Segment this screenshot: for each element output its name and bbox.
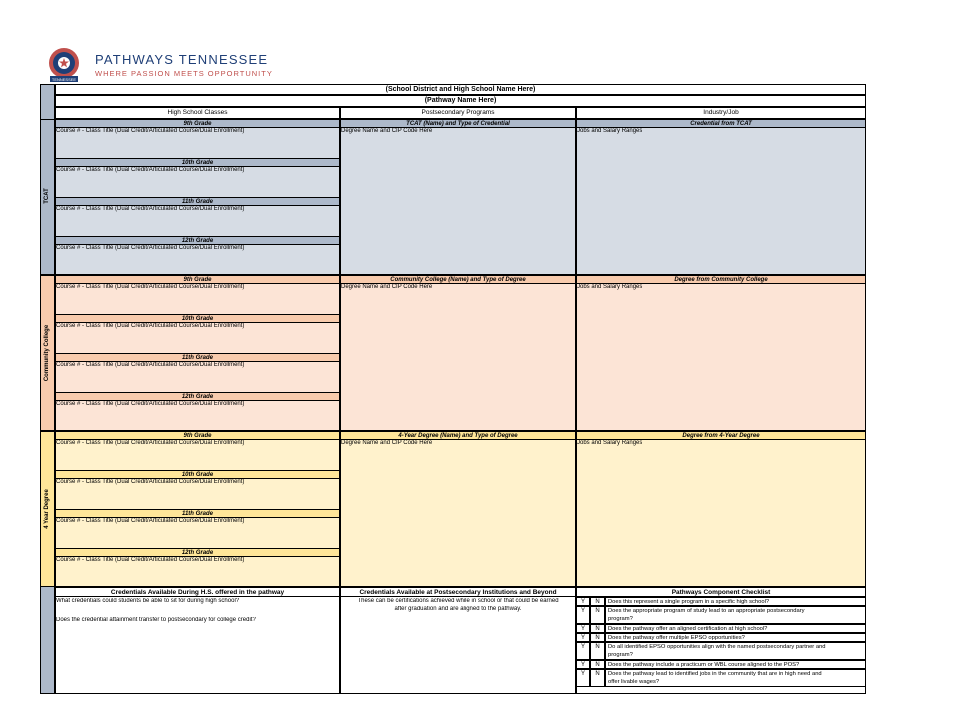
tcat-side-label: TCAT — [44, 188, 50, 204]
checklist-no-box[interactable]: N — [590, 642, 605, 660]
checklist-question-line1: Does the pathway offer an aligned certification at high school? — [608, 626, 768, 632]
pathway-name-header[interactable]: (Pathway Name Here) — [55, 95, 866, 107]
checklist-yes-box[interactable]: Y — [576, 633, 590, 642]
tcat-10th-course[interactable]: Course # - Class Title (Dual Credit/Articulated Course/Dual Enrollment) — [56, 167, 245, 173]
checklist-question-line1: Do all identified EPSO opportunities align with the named postsecondary partner and — [608, 644, 826, 650]
4y-12th-course[interactable]: Course # - Class Title (Dual Credit/Articulated Course/Dual Enrollment) — [56, 557, 245, 563]
checklist-row — [576, 597, 866, 606]
checklist-row — [576, 642, 866, 660]
checklist-row — [576, 669, 866, 687]
cred-post-line-1[interactable]: These can be certifications achieved while in school or that could be earned — [357, 598, 559, 604]
brand-title: PATHWAYS TENNESSEE — [95, 52, 269, 67]
checklist-no-box[interactable]: N — [590, 660, 605, 669]
4y-10th-grade-header: 10th Grade — [55, 470, 340, 479]
tcat-industry-header: Credential from TCAT — [576, 119, 866, 128]
tcat-9th-grade-header: 9th Grade — [55, 119, 340, 128]
4y-post-text[interactable]: Degree Name and CIP Code Here — [341, 440, 433, 446]
tcat-industry-column — [576, 119, 866, 275]
checklist-question — [605, 606, 866, 624]
cc-11th-course[interactable]: Course # - Class Title (Dual Credit/Articulated Course/Dual Enrollment) — [56, 362, 245, 368]
4y-industry-header: Degree from 4-Year Degree — [576, 431, 866, 440]
checklist-yes-box[interactable]: Y — [576, 669, 590, 687]
cc-post-column — [340, 275, 576, 431]
cred-post-header: Credentials Available at Postsecondary Institutions and Beyond — [340, 587, 576, 597]
cc-10th-course[interactable]: Course # - Class Title (Dual Credit/Articulated Course/Dual Enrollment) — [56, 323, 245, 329]
tcat-post-text[interactable]: Degree Name and CIP Code Here — [341, 128, 433, 134]
brand-tagline: WHERE PASSION MEETS OPPORTUNITY — [95, 69, 273, 78]
checklist-no-box[interactable]: N — [590, 633, 605, 642]
checklist-question-line2: program? — [608, 616, 633, 622]
column-header-industry-job: Industry/Job — [576, 107, 866, 119]
checklist-yes-box[interactable]: Y — [576, 660, 590, 669]
checklist-row — [576, 606, 866, 624]
cc-industry-text[interactable]: Jobs and Salary Ranges — [577, 284, 643, 290]
column-header-hs-classes: High School Classes — [55, 107, 340, 119]
tcat-post-column — [340, 119, 576, 275]
4y-side-label: 4 Year Degree — [44, 489, 50, 529]
4y-industry-column — [576, 431, 866, 587]
checklist-no-box[interactable]: N — [590, 606, 605, 624]
checklist-row — [576, 660, 866, 669]
tcat-12th-grade-header: 12th Grade — [55, 236, 340, 245]
cc-industry-header: Degree from Community College — [576, 275, 866, 284]
4y-9th-grade-header: 9th Grade — [55, 431, 340, 440]
cc-industry-column — [576, 275, 866, 431]
tcat-9th-course[interactable]: Course # - Class Title (Dual Credit/Articulated Course/Dual Enrollment) — [56, 128, 245, 134]
checklist-yes-box[interactable]: Y — [576, 642, 590, 660]
checklist-yes-box[interactable]: Y — [576, 597, 590, 606]
checklist-question — [605, 669, 866, 687]
checklist-yes-box[interactable]: Y — [576, 606, 590, 624]
4y-post-header: 4-Year Degree (Name) and Type of Degree — [340, 431, 576, 440]
cc-12th-course[interactable]: Course # - Class Title (Dual Credit/Articulated Course/Dual Enrollment) — [56, 401, 245, 407]
checklist-question-line1: Does the pathway include a practicum or WBL course aligned to the POS? — [608, 662, 800, 668]
checklist-question — [605, 597, 866, 606]
cc-9th-grade-header: 9th Grade — [55, 275, 340, 284]
cred-post-line-2[interactable]: after graduation and are aligned to the pathway. — [394, 606, 522, 612]
checklist-question — [605, 633, 866, 642]
tcat-11th-grade-header: 11th Grade — [55, 197, 340, 206]
cc-12th-grade-header: 12th Grade — [55, 392, 340, 401]
4y-11th-grade-header: 11th Grade — [55, 509, 340, 518]
checklist-question-line1: Does this represent a single program in a specific high school? — [608, 599, 770, 605]
tcat-11th-course[interactable]: Course # - Class Title (Dual Credit/Articulated Course/Dual Enrollment) — [56, 206, 245, 212]
checklist-question-line2: program? — [608, 652, 633, 658]
cred-hs-question-2[interactable]: Does the credential attainment transfer to postsecondary for college credit? — [56, 617, 256, 623]
checklist-yes-box[interactable]: Y — [576, 624, 590, 633]
4y-post-column — [340, 431, 576, 587]
cred-hs-question-1[interactable]: What credentials could students be able to sit for during high school? — [56, 598, 240, 604]
checklist-question-line1: Does the appropriate program of study lead to an appropriate postsecondary — [608, 608, 805, 614]
tcat-post-header: TCAT (Name) and Type of Credential — [340, 119, 576, 128]
checklist-no-box[interactable]: N — [590, 624, 605, 633]
seal-text: TENNESSEE — [51, 77, 77, 82]
pathways-tennessee-seal-logo — [44, 46, 88, 84]
checklist-question — [605, 642, 866, 660]
tcat-industry-text[interactable]: Jobs and Salary Ranges — [577, 128, 643, 134]
cc-side-label: Community College — [44, 324, 50, 382]
school-name-header[interactable]: (School District and High School Name Here) — [55, 84, 866, 95]
checklist-row — [576, 624, 866, 633]
checklist-question — [605, 624, 866, 633]
checklist-no-box[interactable]: N — [590, 597, 605, 606]
cred-hs-header: Credentials Available During H.S. offered in the pathway — [55, 587, 340, 597]
4y-10th-course[interactable]: Course # - Class Title (Dual Credit/Articulated Course/Dual Enrollment) — [56, 479, 245, 485]
4y-12th-grade-header: 12th Grade — [55, 548, 340, 557]
checklist-question — [605, 660, 866, 669]
cc-9th-course[interactable]: Course # - Class Title (Dual Credit/Articulated Course/Dual Enrollment) — [56, 284, 245, 290]
cc-11th-grade-header: 11th Grade — [55, 353, 340, 362]
4y-11th-course[interactable]: Course # - Class Title (Dual Credit/Articulated Course/Dual Enrollment) — [56, 518, 245, 524]
column-header-postsecondary: Postsecondary Programs — [340, 107, 576, 119]
checklist-question-line1: Does the pathway offer multiple EPSO opportunities? — [608, 635, 745, 641]
4y-industry-text[interactable]: Jobs and Salary Ranges — [577, 440, 643, 446]
tcat-12th-course[interactable]: Course # - Class Title (Dual Credit/Articulated Course/Dual Enrollment) — [56, 245, 245, 251]
checklist-no-box[interactable]: N — [590, 669, 605, 687]
checklist-question-line2: offer livable wages? — [608, 679, 660, 685]
4y-9th-course[interactable]: Course # - Class Title (Dual Credit/Articulated Course/Dual Enrollment) — [56, 440, 245, 446]
tcat-10th-grade-header: 10th Grade — [55, 158, 340, 167]
checklist-question-line1: Does the pathway lead to identified jobs in the community that are in high need and — [608, 671, 822, 677]
checklist-header: Pathways Component Checklist — [576, 587, 866, 597]
cc-post-header: Community College (Name) and Type of Degree — [340, 275, 576, 284]
checklist-row — [576, 633, 866, 642]
cc-10th-grade-header: 10th Grade — [55, 314, 340, 323]
cc-post-text[interactable]: Degree Name and CIP Code Here — [341, 284, 433, 290]
